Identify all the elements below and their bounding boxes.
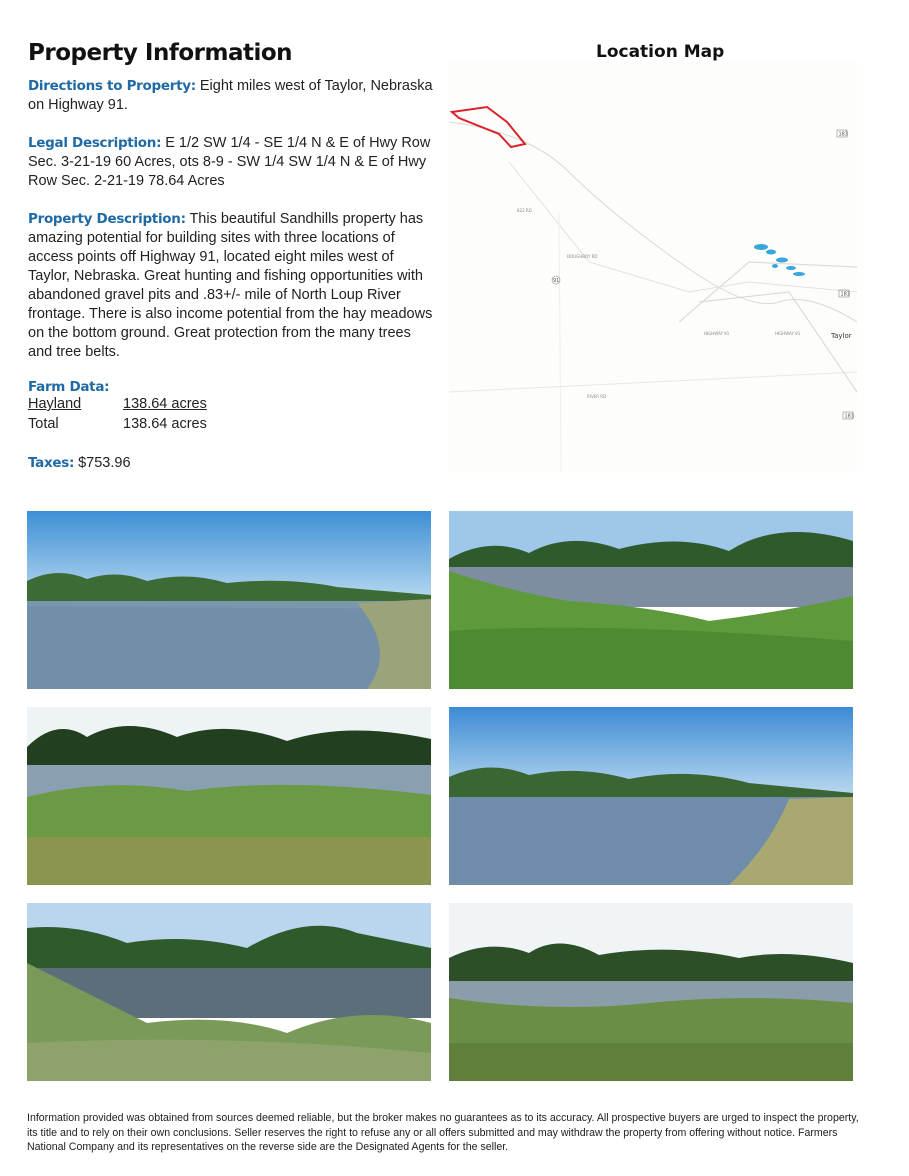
page-title: Property Information bbox=[28, 40, 293, 66]
svg-text:822 RD: 822 RD bbox=[517, 208, 532, 213]
directions-label: Directions to Property: bbox=[28, 78, 196, 94]
property-description-section bbox=[28, 210, 438, 362]
farm-data-row bbox=[28, 396, 207, 412]
legal-description-text: E 1/2 SW 1/4 - SE 1/4 N & E of Hwy Row Sec. 3-21-19 60 Acres, ots 8-9 - SW 1/4 SW 1/4 N & E of Hwy Row Sec. 2-21-19 78.64 Acres bbox=[28, 135, 431, 189]
map-title: Location Map bbox=[596, 42, 725, 62]
property-photo[interactable] bbox=[27, 707, 431, 885]
svg-text:183: 183 bbox=[840, 291, 851, 298]
disclaimer-text: Information provided was obtained from sources deemed reliable, but the broker makes no guarantees as to its accuracy. All prospective buyers are urged to inspect the property, its title and to rely on their own conclusions. Seller reserves the right to refuse any or all offers submitted and may withdraw the property from offering without notice. Farmers National Company and its representatives on the reverse side are the Designated Agents for the seller. bbox=[27, 1112, 859, 1153]
location-map[interactable] bbox=[449, 62, 857, 472]
svg-text:HIGHWAY 91: HIGHWAY 91 bbox=[775, 331, 801, 336]
property-photo[interactable] bbox=[27, 903, 431, 1081]
farm-data-value: 138.64 acres bbox=[123, 416, 207, 432]
directions-section bbox=[28, 77, 438, 115]
property-description-text: This beautiful Sandhills property has amazing potential for building sites with three locations of access points off Highway 91, located eight miles west of Taylor, Nebraska. Great hunting and fishing opportunities with abandoned gravel pits and .83+/- mile of North Loup River frontage. There is also income potential from the hay meadows on the bottom ground. Great protection from the many trees and tree belts. bbox=[28, 211, 433, 360]
map-town-label: Taylor bbox=[831, 332, 852, 340]
property-photo[interactable] bbox=[449, 903, 853, 1081]
property-photo[interactable] bbox=[449, 707, 853, 885]
taxes-value: $753.96 bbox=[74, 455, 131, 471]
farm-data-name: Hayland bbox=[28, 396, 82, 412]
svg-text:HIGHWAY 91: HIGHWAY 91 bbox=[704, 331, 730, 336]
svg-text:RIVER RD: RIVER RD bbox=[587, 394, 607, 399]
svg-text:91: 91 bbox=[553, 278, 560, 284]
property-photo[interactable] bbox=[449, 511, 853, 689]
location-map-graphic bbox=[449, 62, 857, 472]
farm-data-name: Total bbox=[28, 416, 59, 432]
farm-data-value: 138.64 acres bbox=[123, 396, 207, 412]
legal-description-label: Legal Description: bbox=[28, 135, 162, 151]
taxes-section bbox=[28, 454, 438, 473]
svg-text:183: 183 bbox=[838, 131, 849, 138]
legal-description-section bbox=[28, 134, 438, 191]
property-description-label: Property Description: bbox=[28, 211, 186, 227]
svg-text:DOUGHBOY RD: DOUGHBOY RD bbox=[567, 254, 598, 259]
directions-text: Eight miles west of Taylor, Nebraska on Highway 91. bbox=[28, 78, 433, 113]
farm-data-row bbox=[28, 416, 207, 432]
farm-data-label: Farm Data: bbox=[28, 379, 110, 395]
svg-text:183: 183 bbox=[844, 413, 855, 420]
property-photo[interactable] bbox=[27, 511, 431, 689]
taxes-label: Taxes: bbox=[28, 455, 75, 471]
